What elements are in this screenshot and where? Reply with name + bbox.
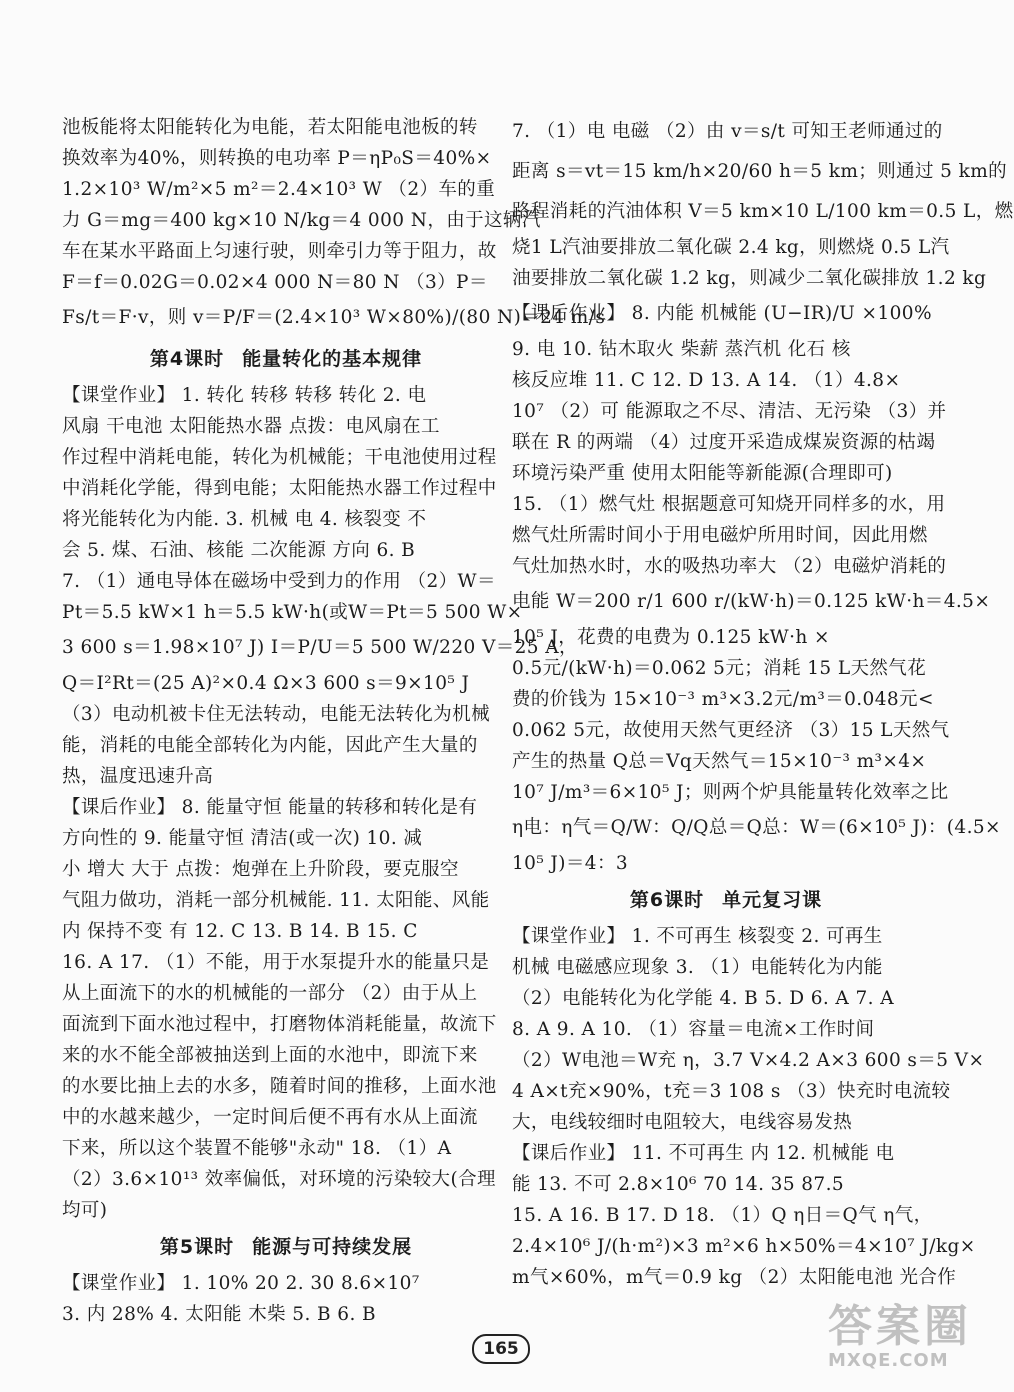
text-line: 3 600 s＝1.98×10⁷ J) I＝P/U＝5 500 W/220 V＝25 A， xyxy=(62,637,578,658)
text-line: 电能 W＝200 r/1 600 r/(kW·h)＝0.125 kW·h＝4.5× xyxy=(512,591,991,612)
text-line: 3. 内 28% 4. 太阳能 木柴 5. B 6. B xyxy=(62,1304,377,1325)
text-line: 小 增大 大于 点拨：炮弹在上升阶段，要克服空 xyxy=(62,859,459,880)
text-line: （3）电动机被卡住无法转动，电能无法转化为机械 xyxy=(62,704,490,725)
text-line: 中消耗化学能，得到电能；太阳能热水器工作过程中 xyxy=(62,478,497,499)
section-heading-lesson-4 xyxy=(62,338,510,380)
text-line: 方向性的 9. 能量守恒 清洁(或一次) 10. 减 xyxy=(62,828,423,849)
right-text-block-2 xyxy=(512,921,985,1293)
text-line: 【课后作业】 8. 能量守恒 能量的转移和转化是有 xyxy=(62,797,478,818)
text-line: 会 5. 煤、石油、核能 二次能源 方向 6. B xyxy=(62,540,416,561)
text-line: η电：η气＝Q/W：Q/Q总＝Q总：W＝(6×10⁵ J)：(4.5× xyxy=(512,817,1001,838)
text-line: 热，温度迅速升高 xyxy=(62,766,214,787)
page-number: 165 xyxy=(483,1339,519,1359)
text-line: 作过程中消耗电能，转化为机械能；干电池使用过程 xyxy=(62,447,497,468)
text-line: 面流到下面水池过程中，打磨物体消耗能量，故流下 xyxy=(62,1014,497,1035)
watermark-url: MXQE.COM xyxy=(828,1350,949,1371)
text-line: Fs/t＝F·v，则 v＝P/F＝(2.4×10³ W×80%)/(80 N)＝24 m/s xyxy=(62,307,606,328)
text-line: 燃气灶所需时间小于用电磁炉所用时间，因此用燃 xyxy=(512,525,928,546)
text-line: 7. （1）通电导体在磁场中受到力的作用 （2）W＝ xyxy=(62,571,496,592)
text-line: 能 13. 不可 2.8×10⁶ 70 14. 35 87.5 xyxy=(512,1174,845,1195)
section-heading-lesson-5 xyxy=(62,1226,510,1268)
text-line: （2）W电池＝W充 η，3.7 V×4.2 A×3 600 s＝5 V× xyxy=(512,1050,985,1071)
watermark-logo xyxy=(828,1290,988,1385)
heading-title: 单元复习课 xyxy=(722,889,823,911)
text-line: Q＝I²Rt＝(25 A)²×0.4 Ω×3 600 s＝9×10⁵ J xyxy=(62,673,470,694)
heading-number: 第6课时 xyxy=(629,889,705,911)
text-line: Pt＝5.5 kW×1 h＝5.5 kW·h(或W＝Pt＝5 500 W× xyxy=(62,602,523,623)
text-line: 2.4×10⁶ J/(h·m²)×3 m²×6 h×50%＝4×10⁷ J/kg× xyxy=(512,1236,976,1257)
text-line: 10⁵ J)＝4：3 xyxy=(512,853,629,874)
text-line: m气×60%，m气＝0.9 kg （2）太阳能电池 光合作 xyxy=(512,1267,957,1288)
text-line: 9. 电 10. 钻木取火 柴薪 蒸汽机 化石 核 xyxy=(512,339,851,360)
text-line: 距离 s＝vt＝15 km/h×20/60 h＝5 km；则通过 5 km的 xyxy=(512,161,1008,182)
text-line: 联在 R 的两端 （4）过度开采造成煤炭资源的枯竭 xyxy=(512,432,936,453)
text-line: （2）电能转化为化学能 4. B 5. D 6. A 7. A xyxy=(512,988,894,1009)
text-line: 油要排放二氧化碳 1.2 kg，则减少二氧化碳排放 1.2 kg xyxy=(512,268,987,289)
text-line: 10⁵ J，花费的电费为 0.125 kW·h × xyxy=(512,627,830,648)
text-line: 15. A 16. B 17. D 18. （1）Q η日＝Q气 η气， xyxy=(512,1205,933,1226)
text-line: 费的价钱为 15×10⁻³ m³×3.2元/m³＝0.048元< xyxy=(512,689,934,710)
text-line: 核反应堆 11. C 12. D 13. A 14. （1）4.8× xyxy=(512,370,901,391)
text-line: 0.062 5元，故使用天然气更经济 （3）15 L天然气 xyxy=(512,720,950,741)
text-line: 从上面流下的水的机械能的一部分 （2）由于从上 xyxy=(62,983,478,1004)
right-column xyxy=(512,112,1014,1293)
right-text-block-1 xyxy=(512,112,1014,879)
text-line: 风扇 干电池 太阳能热水器 点拨：电风扇在工 xyxy=(62,416,440,437)
text-line: 换效率为40%，则转换的电功率 P＝ηP₀S＝40%× xyxy=(62,148,492,169)
heading-title: 能量转化的基本规律 xyxy=(242,348,423,370)
text-line: 0.5元/(kW·h)＝0.062 5元；消耗 15 L天然气花 xyxy=(512,658,927,679)
text-line: 下来，所以这个装置不能够"永动" 18. （1）A xyxy=(62,1138,452,1159)
text-line: 16. A 17. （1）不能，用于水泵提升水的能量只是 xyxy=(62,952,490,973)
text-line: 机械 电磁感应现象 3. （1）电能转化为内能 xyxy=(512,957,883,978)
text-line: 均可) xyxy=(62,1200,108,1221)
text-line: 产生的热量 Q总＝Vq天然气＝15×10⁻³ m³×4× xyxy=(512,751,927,772)
text-line: 15. （1）燃气灶 根据题意可知烧开同样多的水，用 xyxy=(512,494,946,515)
text-line: 1.2×10³ W/m²×5 m²＝2.4×10³ W （2）车的重 xyxy=(62,179,496,200)
text-line: 【课后作业】 8. 内能 机械能 (U−IR)/U ×100% xyxy=(512,303,932,324)
text-line: 车在某水平路面上匀速行驶，则牵引力等于阻力，故 xyxy=(62,241,497,262)
text-line: 将光能转化为内能. 3. 机械 电 4. 核裂变 不 xyxy=(62,509,427,530)
watermark-text: 答案圈 xyxy=(828,1301,972,1352)
text-line: （2）3.6×10¹³ 效率偏低，对环境的污染较大(合理 xyxy=(62,1169,496,1190)
text-line: 【课堂作业】 1. 10% 20 2. 30 8.6×10⁷ xyxy=(62,1273,420,1294)
text-line: 烧1 L汽油要排放二氧化碳 2.4 kg，则燃烧 0.5 L汽 xyxy=(512,237,950,258)
text-line: 气灶加热水时，水的吸热功率大 （2）电磁炉消耗的 xyxy=(512,556,947,577)
section-heading-lesson-6 xyxy=(512,879,940,921)
text-line: 大，电线较细时电阻较大，电线容易发热 xyxy=(512,1112,853,1133)
text-line: 【课堂作业】 1. 不可再生 核裂变 2. 可再生 xyxy=(512,926,883,947)
text-line: 内 保持不变 有 12. C 13. B 14. B 15. C xyxy=(62,921,418,942)
text-line: 10⁷ J/m³＝6×10⁵ J；则两个炉具能量转化效率之比 xyxy=(512,782,949,803)
heading-number: 第4课时 xyxy=(149,348,225,370)
text-line: 8. A 9. A 10. （1）容量＝电流×工作时间 xyxy=(512,1019,875,1040)
text-line: 10⁷ （2）可 能源取之不尽、清洁、无污染 （3）并 xyxy=(512,401,947,422)
text-line: 7. （1）电 电磁 （2）由 v＝s/t 可知王老师通过的 xyxy=(512,121,943,142)
text-line: 中的水越来越少，一定时间后便不再有水从上面流 xyxy=(62,1107,478,1128)
text-line: 力 G＝mg＝400 kg×10 N/kg＝4 000 N，由于这辆汽 xyxy=(62,210,541,231)
heading-number: 第5课时 xyxy=(159,1236,235,1258)
text-line: 的水要比抽上去的水多，随着时间的推移，上面水池 xyxy=(62,1076,497,1097)
text-line: 能，消耗的电能全部转化为内能，因此产生大量的 xyxy=(62,735,478,756)
text-line: 气阻力做功，消耗一部分机械能. 11. 太阳能、风能 xyxy=(62,890,490,911)
heading-title: 能源与可持续发展 xyxy=(252,1236,413,1258)
text-line: 【课后作业】 11. 不可再生 内 12. 机械能 电 xyxy=(512,1143,895,1164)
left-text-block-3 xyxy=(62,1268,510,1330)
text-line: 【课堂作业】 1. 转化 转移 转移 转化 2. 电 xyxy=(62,385,427,406)
text-line: 池板能将太阳能转化为电能，若太阳能电池板的转 xyxy=(62,117,478,138)
left-text-block-1 xyxy=(62,112,606,338)
text-line: 4 A×t充×90%，t充＝3 108 s （3）快充时电流较 xyxy=(512,1081,951,1102)
text-line: 来的水不能全部被抽送到上面的水池中，即流下来 xyxy=(62,1045,478,1066)
page-number-badge xyxy=(472,1334,530,1364)
text-line: 路程消耗的汽油体积 V＝5 km×10 L/100 km＝0.5 L，燃 xyxy=(512,201,1014,222)
text-line: 环境污染严重 使用太阳能等新能源(合理即可) xyxy=(512,463,893,484)
text-line: F＝f＝0.02G＝0.02×4 000 N＝80 N （3）P＝ xyxy=(62,272,488,293)
